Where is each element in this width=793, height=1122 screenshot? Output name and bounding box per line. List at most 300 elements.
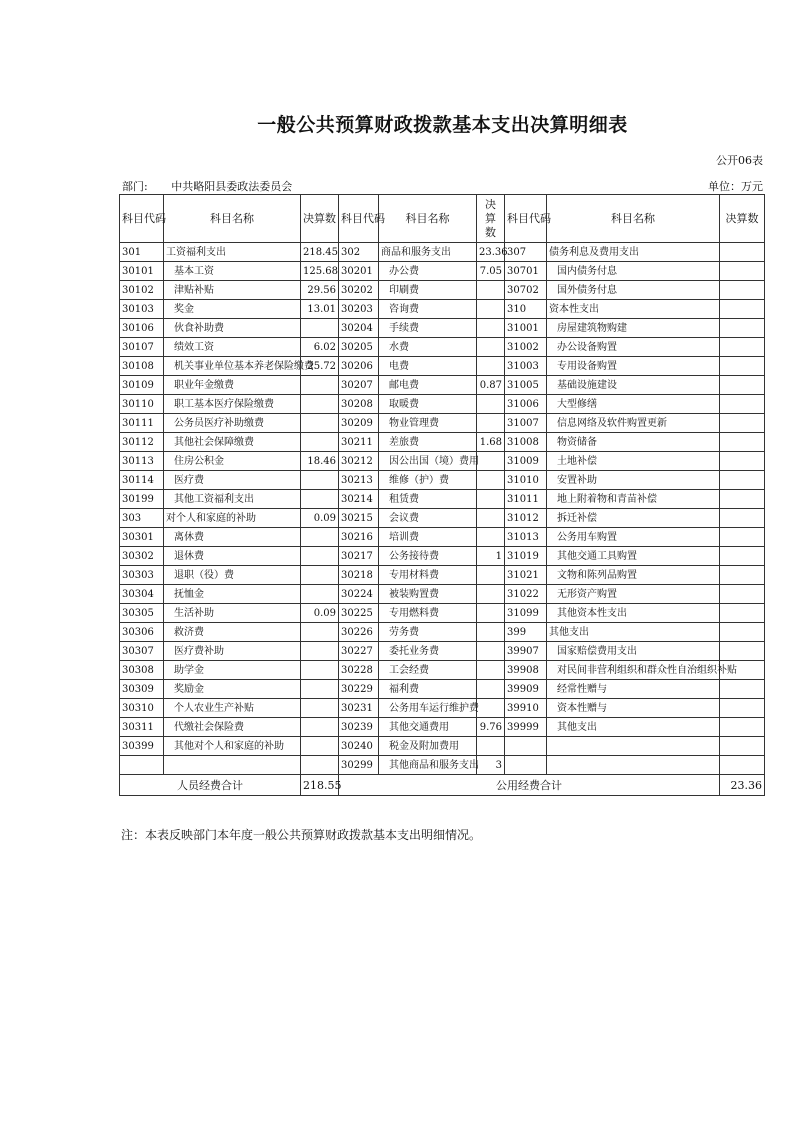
subject-code-cell: 30305 <box>120 604 164 623</box>
document-title: 一般公共预算财政拨款基本支出决算明细表 <box>257 114 628 136</box>
subject-code-cell: 39907 <box>505 642 547 661</box>
subject-code-cell: 302 <box>339 243 379 262</box>
subject-code-cell: 39908 <box>505 661 547 680</box>
amount-cell <box>720 281 765 300</box>
subject-code-cell: 30225 <box>339 604 379 623</box>
subject-name-cell: 维修（护）费 <box>379 471 477 490</box>
subject-code-cell: 31022 <box>505 585 547 604</box>
table-row <box>120 756 765 775</box>
subject-name-cell: 物业管理费 <box>379 414 477 433</box>
subject-name-cell: 住房公积金 <box>164 452 301 471</box>
amount-cell <box>720 528 765 547</box>
subject-code-cell: 310 <box>505 300 547 319</box>
subject-name-cell <box>164 756 301 775</box>
subject-code-cell: 30231 <box>339 699 379 718</box>
subject-code-cell: 31013 <box>505 528 547 547</box>
subject-name-cell: 委托业务费 <box>379 642 477 661</box>
public-total-value: 23.36 <box>720 775 765 796</box>
table-row <box>120 642 765 661</box>
table-row <box>120 737 765 756</box>
subject-name-cell: 商品和服务支出 <box>379 243 477 262</box>
subject-code-cell: 30106 <box>120 319 164 338</box>
unit-label: 单位：万元 <box>708 180 763 193</box>
subject-code-cell: 30205 <box>339 338 379 357</box>
amount-cell <box>301 490 339 509</box>
subject-code-cell: 30108 <box>120 357 164 376</box>
subject-name-cell: 土地补偿 <box>547 452 720 471</box>
subject-name-cell <box>547 737 720 756</box>
subject-code-cell: 30701 <box>505 262 547 281</box>
subject-code-cell: 31007 <box>505 414 547 433</box>
amount-cell <box>301 718 339 737</box>
subject-name-cell: 印刷费 <box>379 281 477 300</box>
amount-cell <box>301 661 339 680</box>
table-row <box>120 661 765 680</box>
subject-code-cell: 30309 <box>120 680 164 699</box>
subject-name-cell: 其他交通费用 <box>379 718 477 737</box>
amount-cell <box>720 547 765 566</box>
subject-code-cell: 31021 <box>505 566 547 585</box>
table-row <box>120 262 765 281</box>
subject-code-cell: 30308 <box>120 661 164 680</box>
subject-name-cell: 职业年金缴费 <box>164 376 301 395</box>
subject-name-cell: 个人农业生产补贴 <box>164 699 301 718</box>
amount-cell <box>477 471 505 490</box>
subject-name-cell: 其他社会保障缴费 <box>164 433 301 452</box>
personnel-total-label: 人员经费合计 <box>120 775 301 796</box>
subject-code-cell: 31001 <box>505 319 547 338</box>
subject-name-cell: 因公出国（境）费用 <box>379 452 477 471</box>
amount-cell <box>301 395 339 414</box>
table-row <box>120 243 765 262</box>
subject-name-cell: 公务员医疗补助缴费 <box>164 414 301 433</box>
subject-code-cell <box>120 756 164 775</box>
subject-name-cell: 其他支出 <box>547 623 720 642</box>
subject-name-cell: 代缴社会保险费 <box>164 718 301 737</box>
subject-code-cell: 31008 <box>505 433 547 452</box>
amount-cell <box>720 243 765 262</box>
amount-cell <box>301 414 339 433</box>
amount-cell: 13.01 <box>301 300 339 319</box>
subject-name-cell: 对个人和家庭的补助 <box>164 509 301 528</box>
table-row <box>120 300 765 319</box>
amount-cell <box>477 509 505 528</box>
expenditure-table <box>119 194 765 796</box>
subject-code-cell: 301 <box>120 243 164 262</box>
subject-code-cell: 30199 <box>120 490 164 509</box>
subject-code-cell: 399 <box>505 623 547 642</box>
amount-cell <box>720 585 765 604</box>
table-row <box>120 623 765 642</box>
amount-cell <box>477 319 505 338</box>
amount-cell <box>720 623 765 642</box>
subject-code-cell: 30216 <box>339 528 379 547</box>
subject-code-cell: 31010 <box>505 471 547 490</box>
amount-cell <box>720 756 765 775</box>
totals-row <box>120 775 765 796</box>
subject-name-cell: 奖金 <box>164 300 301 319</box>
subject-name-cell: 其他商品和服务支出 <box>379 756 477 775</box>
amount-cell <box>720 737 765 756</box>
subject-name-cell: 资本性支出 <box>547 300 720 319</box>
amount-cell: 29.56 <box>301 281 339 300</box>
header-cell: 科目名称 <box>547 195 720 243</box>
amount-cell <box>720 395 765 414</box>
subject-name-cell: 对民间非营利组织和群众性自治组织补贴 <box>547 661 720 680</box>
subject-name-cell: 助学金 <box>164 661 301 680</box>
subject-name-cell: 培训费 <box>379 528 477 547</box>
amount-cell: 18.46 <box>301 452 339 471</box>
amount-cell: 0.87 <box>477 376 505 395</box>
subject-name-cell: 取暖费 <box>379 395 477 414</box>
subject-name-cell: 其他对个人和家庭的补助 <box>164 737 301 756</box>
subject-name-cell: 物资储备 <box>547 433 720 452</box>
subject-code-cell: 30113 <box>120 452 164 471</box>
subject-name-cell: 专用燃料费 <box>379 604 477 623</box>
subject-code-cell: 30102 <box>120 281 164 300</box>
amount-cell <box>720 471 765 490</box>
form-number: 公开06表 <box>716 154 763 167</box>
table-row <box>120 547 765 566</box>
personnel-total-value: 218.55 <box>301 775 339 796</box>
subject-name-cell: 经常性赠与 <box>547 680 720 699</box>
subject-code-cell: 30217 <box>339 547 379 566</box>
subject-name-cell: 职工基本医疗保险缴费 <box>164 395 301 414</box>
table-header-row <box>120 195 765 243</box>
subject-name-cell: 国外债务付息 <box>547 281 720 300</box>
amount-cell <box>720 642 765 661</box>
amount-cell: 25.72 <box>301 357 339 376</box>
table-row <box>120 680 765 699</box>
subject-code-cell: 30399 <box>120 737 164 756</box>
amount-cell <box>477 414 505 433</box>
subject-code-cell: 39909 <box>505 680 547 699</box>
subject-name-cell: 专用材料费 <box>379 566 477 585</box>
amount-cell: 218.45 <box>301 243 339 262</box>
amount-cell <box>477 680 505 699</box>
amount-cell <box>301 319 339 338</box>
amount-cell <box>477 281 505 300</box>
table-row <box>120 566 765 585</box>
subject-code-cell: 30307 <box>120 642 164 661</box>
subject-name-cell: 其他工资福利支出 <box>164 490 301 509</box>
amount-cell <box>477 357 505 376</box>
subject-code-cell: 30215 <box>339 509 379 528</box>
subject-code-cell: 31003 <box>505 357 547 376</box>
subject-name-cell: 会议费 <box>379 509 477 528</box>
subject-code-cell: 30214 <box>339 490 379 509</box>
amount-cell <box>301 471 339 490</box>
amount-cell <box>477 642 505 661</box>
subject-name-cell: 绩效工资 <box>164 338 301 357</box>
subject-name-cell: 无形资产购置 <box>547 585 720 604</box>
subject-code-cell: 30226 <box>339 623 379 642</box>
subject-code-cell: 30239 <box>339 718 379 737</box>
header-cell: 科目代码 <box>120 195 164 243</box>
amount-cell <box>720 699 765 718</box>
subject-code-cell: 30228 <box>339 661 379 680</box>
amount-cell <box>720 433 765 452</box>
subject-name-cell: 退休费 <box>164 547 301 566</box>
amount-cell <box>477 699 505 718</box>
amount-cell <box>720 262 765 281</box>
subject-name-cell: 差旅费 <box>379 433 477 452</box>
amount-cell <box>301 566 339 585</box>
subject-name-cell: 津贴补贴 <box>164 281 301 300</box>
subject-name-cell: 公务接待费 <box>379 547 477 566</box>
subject-code-cell: 31099 <box>505 604 547 623</box>
table-row <box>120 281 765 300</box>
department-label: 部门: <box>122 180 148 193</box>
subject-code-cell: 30208 <box>339 395 379 414</box>
subject-code-cell: 30209 <box>339 414 379 433</box>
subject-code-cell: 30211 <box>339 433 379 452</box>
subject-name-cell <box>547 756 720 775</box>
subject-name-cell: 安置补助 <box>547 471 720 490</box>
subject-name-cell: 离休费 <box>164 528 301 547</box>
amount-cell <box>301 528 339 547</box>
subject-name-cell: 咨询费 <box>379 300 477 319</box>
subject-name-cell: 生活补助 <box>164 604 301 623</box>
table-row <box>120 718 765 737</box>
amount-cell <box>301 433 339 452</box>
amount-cell: 125.68 <box>301 262 339 281</box>
subject-code-cell: 30310 <box>120 699 164 718</box>
subject-code-cell: 31002 <box>505 338 547 357</box>
amount-cell: 6.02 <box>301 338 339 357</box>
subject-code-cell: 30301 <box>120 528 164 547</box>
department-line <box>122 178 292 194</box>
subject-code-cell: 30302 <box>120 547 164 566</box>
amount-cell <box>301 680 339 699</box>
subject-name-cell: 退职（役）费 <box>164 566 301 585</box>
amount-cell <box>720 338 765 357</box>
table-row <box>120 376 765 395</box>
amount-cell <box>720 490 765 509</box>
table-row <box>120 509 765 528</box>
subject-code-cell: 30224 <box>339 585 379 604</box>
table-body <box>120 243 765 775</box>
amount-cell <box>301 376 339 395</box>
subject-code-cell: 30103 <box>120 300 164 319</box>
subject-code-cell: 31006 <box>505 395 547 414</box>
public-total-label: 公用经费合计 <box>339 775 720 796</box>
table-row <box>120 490 765 509</box>
amount-cell: 0.09 <box>301 509 339 528</box>
amount-cell <box>477 661 505 680</box>
subject-code-cell: 30206 <box>339 357 379 376</box>
subject-code-cell: 30202 <box>339 281 379 300</box>
subject-code-cell: 307 <box>505 243 547 262</box>
subject-name-cell: 劳务费 <box>379 623 477 642</box>
subject-code-cell: 30303 <box>120 566 164 585</box>
department-name: 中共略阳县委政法委员会 <box>171 180 293 193</box>
subject-name-cell: 公务用车购置 <box>547 528 720 547</box>
subject-code-cell: 31012 <box>505 509 547 528</box>
table-row <box>120 528 765 547</box>
amount-cell <box>301 737 339 756</box>
subject-name-cell: 房屋建筑物购建 <box>547 319 720 338</box>
subject-name-cell: 地上附着物和青苗补偿 <box>547 490 720 509</box>
subject-code-cell: 39999 <box>505 718 547 737</box>
subject-name-cell: 工会经费 <box>379 661 477 680</box>
subject-name-cell: 伙食补助费 <box>164 319 301 338</box>
amount-cell <box>477 623 505 642</box>
subject-name-cell: 国家赔偿费用支出 <box>547 642 720 661</box>
table-row <box>120 357 765 376</box>
amount-cell <box>477 566 505 585</box>
amount-cell <box>720 376 765 395</box>
amount-cell <box>301 623 339 642</box>
table-row <box>120 452 765 471</box>
amount-cell <box>477 338 505 357</box>
table-row <box>120 319 765 338</box>
subject-name-cell: 租赁费 <box>379 490 477 509</box>
subject-code-cell: 30112 <box>120 433 164 452</box>
amount-cell <box>477 490 505 509</box>
subject-name-cell: 医疗费补助 <box>164 642 301 661</box>
subject-name-cell: 国内债务付息 <box>547 262 720 281</box>
amount-cell <box>477 604 505 623</box>
subject-name-cell: 基本工资 <box>164 262 301 281</box>
footnote: 注：本表反映部门本年度一般公共预算财政拨款基本支出明细情况。 <box>121 828 482 842</box>
subject-code-cell <box>505 756 547 775</box>
amount-cell <box>477 528 505 547</box>
amount-cell <box>477 395 505 414</box>
table-row <box>120 338 765 357</box>
subject-name-cell: 基础设施建设 <box>547 376 720 395</box>
subject-code-cell: 30110 <box>120 395 164 414</box>
subject-code-cell: 30240 <box>339 737 379 756</box>
amount-cell <box>720 414 765 433</box>
header-cell: 决算数 <box>477 195 505 243</box>
header-cell: 科目代码 <box>505 195 547 243</box>
header-cell: 科目代码 <box>339 195 379 243</box>
subject-code-cell: 30304 <box>120 585 164 604</box>
subject-code-cell: 30204 <box>339 319 379 338</box>
table-row <box>120 414 765 433</box>
subject-name-cell: 福利费 <box>379 680 477 699</box>
subject-name-cell: 专用设备购置 <box>547 357 720 376</box>
table-row <box>120 585 765 604</box>
subject-name-cell: 拆迁补偿 <box>547 509 720 528</box>
amount-cell: 0.09 <box>301 604 339 623</box>
subject-name-cell: 其他交通工具购置 <box>547 547 720 566</box>
subject-name-cell: 电费 <box>379 357 477 376</box>
amount-cell <box>477 737 505 756</box>
subject-name-cell: 医疗费 <box>164 471 301 490</box>
subject-code-cell: 31011 <box>505 490 547 509</box>
subject-code-cell: 30203 <box>339 300 379 319</box>
amount-cell <box>477 585 505 604</box>
subject-code-cell: 30311 <box>120 718 164 737</box>
subject-name-cell: 机关事业单位基本养老保险缴费 <box>164 357 301 376</box>
header-cell: 科目名称 <box>379 195 477 243</box>
subject-code-cell: 30306 <box>120 623 164 642</box>
subject-code-cell: 30114 <box>120 471 164 490</box>
amount-cell <box>720 718 765 737</box>
amount-cell <box>720 452 765 471</box>
subject-code-cell: 30212 <box>339 452 379 471</box>
subject-code-cell: 30109 <box>120 376 164 395</box>
amount-cell <box>301 585 339 604</box>
subject-name-cell: 其他资本性支出 <box>547 604 720 623</box>
subject-name-cell: 手续费 <box>379 319 477 338</box>
subject-name-cell: 邮电费 <box>379 376 477 395</box>
subject-name-cell: 公务用车运行维护费 <box>379 699 477 718</box>
subject-code-cell: 30299 <box>339 756 379 775</box>
subject-name-cell: 债务利息及费用支出 <box>547 243 720 262</box>
subject-code-cell: 30111 <box>120 414 164 433</box>
amount-cell <box>477 452 505 471</box>
subject-name-cell: 救济费 <box>164 623 301 642</box>
subject-name-cell: 其他支出 <box>547 718 720 737</box>
amount-cell <box>301 547 339 566</box>
subject-code-cell: 30107 <box>120 338 164 357</box>
amount-cell <box>720 509 765 528</box>
header-cell: 决算数 <box>301 195 339 243</box>
header-cell: 决算数 <box>720 195 765 243</box>
subject-code-cell: 39910 <box>505 699 547 718</box>
subject-code-cell: 31019 <box>505 547 547 566</box>
subject-code-cell: 30229 <box>339 680 379 699</box>
subject-code-cell: 30702 <box>505 281 547 300</box>
subject-code-cell: 30227 <box>339 642 379 661</box>
subject-code-cell: 303 <box>120 509 164 528</box>
table-row <box>120 471 765 490</box>
subject-name-cell: 水费 <box>379 338 477 357</box>
amount-cell <box>477 300 505 319</box>
amount-cell <box>720 604 765 623</box>
amount-cell: 9.76 <box>477 718 505 737</box>
amount-cell <box>720 566 765 585</box>
amount-cell: 23.36 <box>477 243 505 262</box>
table-row <box>120 604 765 623</box>
amount-cell: 1 <box>477 547 505 566</box>
header-cell: 科目名称 <box>164 195 301 243</box>
amount-cell <box>720 357 765 376</box>
subject-name-cell: 被装购置费 <box>379 585 477 604</box>
table-row <box>120 699 765 718</box>
subject-name-cell: 办公费 <box>379 262 477 281</box>
table-row <box>120 395 765 414</box>
subject-name-cell: 抚恤金 <box>164 585 301 604</box>
subject-name-cell: 税金及附加费用 <box>379 737 477 756</box>
subject-name-cell: 工资福利支出 <box>164 243 301 262</box>
subject-code-cell: 30101 <box>120 262 164 281</box>
subject-code-cell: 31005 <box>505 376 547 395</box>
subject-code-cell: 30218 <box>339 566 379 585</box>
subject-name-cell: 奖励金 <box>164 680 301 699</box>
subject-name-cell: 资本性赠与 <box>547 699 720 718</box>
amount-cell: 7.05 <box>477 262 505 281</box>
amount-cell <box>720 319 765 338</box>
subject-code-cell: 30207 <box>339 376 379 395</box>
subject-code-cell <box>505 737 547 756</box>
amount-cell <box>720 680 765 699</box>
subject-code-cell: 31009 <box>505 452 547 471</box>
table-row <box>120 433 765 452</box>
amount-cell: 1.68 <box>477 433 505 452</box>
subject-name-cell: 办公设备购置 <box>547 338 720 357</box>
amount-cell <box>301 756 339 775</box>
subject-name-cell: 文物和陈列品购置 <box>547 566 720 585</box>
amount-cell: 3 <box>477 756 505 775</box>
subject-name-cell: 大型修缮 <box>547 395 720 414</box>
subject-code-cell: 30201 <box>339 262 379 281</box>
amount-cell <box>301 699 339 718</box>
subject-name-cell: 信息网络及软件购置更新 <box>547 414 720 433</box>
